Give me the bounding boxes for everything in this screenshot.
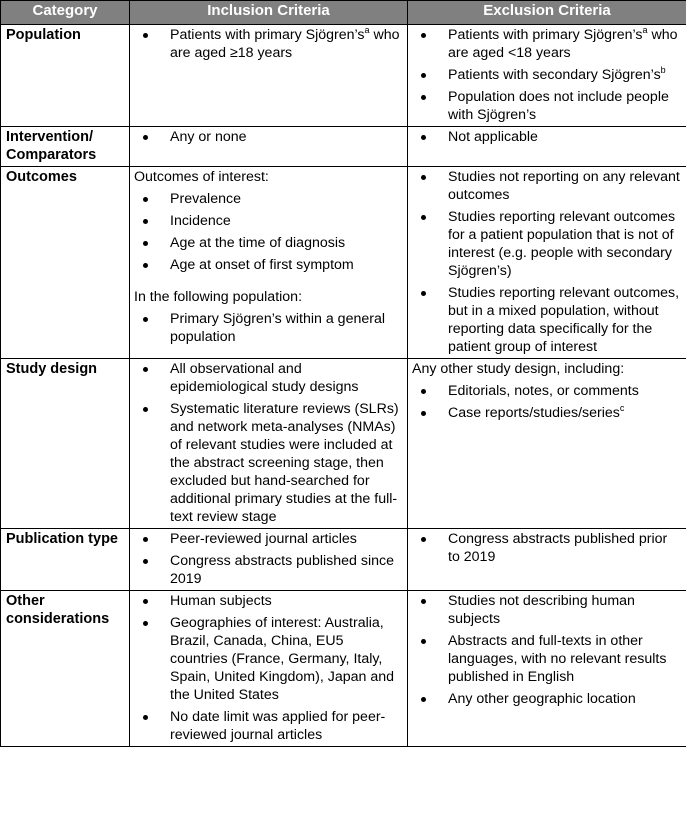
bullet-icon (143, 559, 148, 564)
list-item: Peer-reviewed journal articles (134, 530, 403, 548)
bullet-icon (421, 639, 426, 644)
row-study-design (1, 359, 686, 529)
category-cell: Study design (1, 359, 130, 529)
list-item: Any or none (134, 128, 403, 146)
list-item: Studies not reporting on any relevant outcomes (412, 168, 682, 204)
list-item: Case reports/studies/series$^c$ (412, 404, 682, 422)
row-outcomes (1, 167, 686, 359)
list-item: Patients with primary $Sjögren’s^a$ who are aged ≥18 years (134, 26, 403, 62)
list-item: Studies reporting relevant outcomes, but in a mixed population, without reporting data specifically for the patient group of interest (412, 284, 682, 356)
list-item: Editorials, notes, or comments (412, 382, 682, 400)
exclusion-cell (408, 127, 686, 167)
category-cell: Other considerations (1, 591, 130, 747)
list-item: Abstracts and full-texts in other languages, with no relevant results published in English (412, 632, 682, 686)
category-cell: Publication type (1, 529, 130, 591)
bullet-icon (421, 411, 426, 416)
inclusion-cell (130, 167, 408, 359)
list-item: Congress abstracts published prior to 2019 (412, 530, 682, 566)
list-item: Population does not include people with Sjögren’s (412, 88, 682, 124)
bullet-icon (421, 175, 426, 180)
exclusion-cell (408, 25, 686, 127)
category-cell: Outcomes (1, 167, 130, 359)
list-item: Geographies of interest: Australia, Brazil, Canada, China, EU5 countries (France, Germany, Italy, Spain, United Kingdom), Japan and the United States (134, 614, 403, 704)
list-item: Studies not describing human subjects (412, 592, 682, 628)
row-other-considerations (1, 591, 686, 747)
exclusion-cell (408, 167, 686, 359)
exclusion-cell (408, 591, 686, 747)
row-population (1, 25, 686, 127)
exclusion-intro: Any other study design, including: (412, 361, 625, 377)
bullet-icon (143, 715, 148, 720)
bullet-icon (143, 407, 148, 412)
bullet-icon (143, 537, 148, 542)
bullet-icon (143, 317, 148, 322)
list-item: Prevalence (134, 190, 403, 208)
bullet-icon (143, 263, 148, 268)
inclusion-intro: Outcomes of interest: (134, 169, 269, 185)
bullet-icon (143, 599, 148, 604)
bullet-icon (421, 33, 426, 38)
bullet-icon (143, 367, 148, 372)
bullet-icon (143, 197, 148, 202)
header-inclusion: Inclusion Criteria (130, 1, 408, 25)
inclusion-cell (130, 359, 408, 529)
category-cell: Intervention/ Comparators (1, 127, 130, 167)
bullet-icon (421, 215, 426, 220)
list-item: All observational and epidemiological study designs (134, 360, 403, 396)
list-item: No date limit was applied for peer-reviewed journal articles (134, 708, 403, 744)
list-item: Studies reporting relevant outcomes for a patient population that is not of interest (e.g. people with secondary Sjögren’s) (412, 208, 682, 280)
bullet-icon (421, 697, 426, 702)
bullet-icon (421, 73, 426, 78)
bullet-icon (421, 291, 426, 296)
list-item: Human subjects (134, 592, 403, 610)
list-item: Any other geographic location (412, 690, 682, 708)
bullet-icon (143, 33, 148, 38)
row-publication-type (1, 529, 686, 591)
list-item: Primary Sjögren’s within a general population (134, 310, 403, 346)
list-item: Not applicable (412, 128, 682, 146)
bullet-icon (421, 599, 426, 604)
list-item: Systematic literature reviews (SLRs) and network meta-analyses (NMAs) of relevant studies were included at the abstract screening stage, then excluded but hand-searched for additional primary studies at the full-text review stage (134, 400, 403, 526)
list-item: Congress abstracts published since 2019 (134, 552, 403, 588)
inclusion-cell (130, 529, 408, 591)
list-item: Patients with secondary $Sjögren’s^b$ (412, 66, 682, 84)
exclusion-cell (408, 529, 686, 591)
inclusion-cell (130, 25, 408, 127)
bullet-icon (143, 219, 148, 224)
list-item: Incidence (134, 212, 403, 230)
exclusion-cell (408, 359, 686, 529)
inclusion-cell (130, 127, 408, 167)
bullet-icon (143, 241, 148, 246)
list-item: Patients with primary $Sjögren’s^a$ who are aged <18 years (412, 26, 682, 62)
bullet-icon (143, 621, 148, 626)
bullet-icon (143, 135, 148, 140)
list-item: Age at the time of diagnosis (134, 234, 403, 252)
category-cell: Population (1, 25, 130, 127)
bullet-icon (421, 537, 426, 542)
inclusion-intro: In the following population: (134, 289, 303, 305)
header-exclusion: Exclusion Criteria (408, 1, 686, 25)
bullet-icon (421, 135, 426, 140)
row-intervention (1, 127, 686, 167)
inclusion-cell (130, 591, 408, 747)
list-item: Age at onset of first symptom (134, 256, 403, 274)
bullet-icon (421, 389, 426, 394)
header-category: Category (1, 1, 130, 25)
header-row (1, 1, 686, 25)
bullet-icon (421, 95, 426, 100)
